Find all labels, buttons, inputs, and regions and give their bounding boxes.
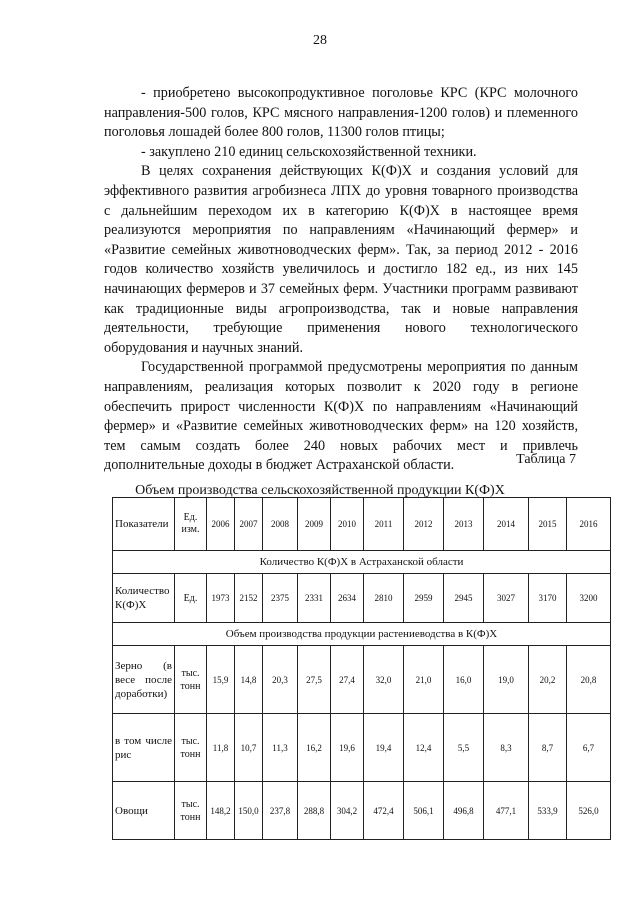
page-number: 28	[313, 33, 327, 48]
header-indicator: Показатели	[113, 498, 175, 551]
table-cell: 3170	[529, 574, 567, 623]
table-cell: 15,9	[207, 646, 235, 714]
table-cell: 6,7	[567, 714, 611, 782]
paragraph-kfh-programs: В целях сохранения действующих К(Ф)Х и создания условий для эффективного развития агробизнеса ЛПХ до уровня товарного производства с дальнейшим переходом их в категорию К(Ф)Х в настоящее время реализуются мероприятия по направлениям «Начинающий фермер» и «Развитие семейных животноводческих ферм». Так, за период 2012 - 2016 годов количество хозяйств увеличилось и достигло 182 ед., из них 145 начинающих фермеров и 37 семейных ферм. Участники программ развивают как традиционные виды агропроизводства, так и новые направления деятельности, требующие применения нового технологического оборудования и научных знаний.	[104, 163, 578, 356]
row-indicator: Количество К(Ф)Х	[113, 574, 175, 623]
header-year: 2006	[207, 498, 235, 551]
row-unit: тыс. тонн	[175, 646, 207, 714]
table-row	[113, 714, 611, 782]
table-cell: 150,0	[235, 782, 263, 840]
header-year: 2011	[364, 498, 404, 551]
row-indicator: Зерно (в весе после доработки)	[113, 646, 175, 714]
table-cell: 496,8	[444, 782, 484, 840]
row-unit: тыс. тонн	[175, 782, 207, 840]
table-cell: 3200	[567, 574, 611, 623]
table-cell: 288,8	[298, 782, 331, 840]
production-table	[112, 497, 611, 840]
paragraph-livestock: - приобретено высокопродуктивное поголовье КРС (КРС молочного направления-500 голов, КРС мясного направления-1200 голов) и племенного поголовья лошадей более 800 голов, 11300 голов птицы;	[104, 85, 578, 141]
table-cell: 20,3	[263, 646, 298, 714]
table-cell: 27,5	[298, 646, 331, 714]
table-cell: 19,6	[331, 714, 364, 782]
table-cell: 2810	[364, 574, 404, 623]
table-label: Таблица 7	[516, 452, 576, 467]
table-cell: 3027	[484, 574, 529, 623]
paragraph-state-program: Государственной программой предусмотрены мероприятия по данным направлениям, реализация которых позволит к 2020 году в регионе обеспечить прирост численности К(Ф)Х по направлениям «Начинающий фермер» и «Развитие семейных животноводческих ферм» на 120 хозяйств, тем самым создать более 240 новых рабочих мест и привлечь дополнительные доходы в бюджет Астраханской области.	[104, 359, 578, 474]
section-row-count	[113, 551, 611, 574]
table-row	[113, 646, 611, 714]
header-year: 2013	[444, 498, 484, 551]
row-indicator: Овощи	[113, 782, 175, 840]
table-title: Объем производства сельскохозяйственной продукции К(Ф)Х	[135, 483, 505, 498]
table-cell: 32,0	[364, 646, 404, 714]
table-cell: 21,0	[404, 646, 444, 714]
table-cell: 148,2	[207, 782, 235, 840]
table-cell: 19,4	[364, 714, 404, 782]
table-cell: 2375	[263, 574, 298, 623]
table-cell: 506,1	[404, 782, 444, 840]
paragraph-machinery: - закуплено 210 единиц сельскохозяйственной техники.	[141, 143, 477, 160]
table-cell: 16,2	[298, 714, 331, 782]
table-cell: 8,3	[484, 714, 529, 782]
header-year: 2016	[567, 498, 611, 551]
table-cell: 1973	[207, 574, 235, 623]
table-cell: 27,4	[331, 646, 364, 714]
header-year: 2007	[235, 498, 263, 551]
section-title: Объем производства продукции растениеводства в К(Ф)Х	[113, 623, 611, 646]
table-cell: 10,7	[235, 714, 263, 782]
row-indicator: в том числе рис	[113, 714, 175, 782]
table-cell: 12,4	[404, 714, 444, 782]
table-cell: 533,9	[529, 782, 567, 840]
table-cell: 472,4	[364, 782, 404, 840]
table-header-row	[113, 498, 611, 551]
table-cell: 5,5	[444, 714, 484, 782]
body-text	[104, 84, 578, 476]
section-row-crops	[113, 623, 611, 646]
table-cell: 2331	[298, 574, 331, 623]
table-cell: 16,0	[444, 646, 484, 714]
header-year: 2010	[331, 498, 364, 551]
table-cell: 2634	[331, 574, 364, 623]
header-year: 2008	[263, 498, 298, 551]
header-year: 2015	[529, 498, 567, 551]
table-cell: 19,0	[484, 646, 529, 714]
table-cell: 2152	[235, 574, 263, 623]
table-cell: 20,8	[567, 646, 611, 714]
table-cell: 2959	[404, 574, 444, 623]
table-cell: 304,2	[331, 782, 364, 840]
table-cell: 11,3	[263, 714, 298, 782]
section-title: Количество К(Ф)Х в Астраханской области	[113, 551, 611, 574]
table-cell: 2945	[444, 574, 484, 623]
table-cell: 477,1	[484, 782, 529, 840]
table-cell: 11,8	[207, 714, 235, 782]
table-cell: 8,7	[529, 714, 567, 782]
table-cell: 14,8	[235, 646, 263, 714]
row-unit: Ед.	[175, 574, 207, 623]
table-row	[113, 782, 611, 840]
header-year: 2014	[484, 498, 529, 551]
header-year: 2012	[404, 498, 444, 551]
table-cell: 237,8	[263, 782, 298, 840]
header-unit: Ед. изм.	[175, 498, 207, 551]
table-cell: 20,2	[529, 646, 567, 714]
row-unit: тыс. тонн	[175, 714, 207, 782]
table-row	[113, 574, 611, 623]
header-year: 2009	[298, 498, 331, 551]
table-cell: 526,0	[567, 782, 611, 840]
